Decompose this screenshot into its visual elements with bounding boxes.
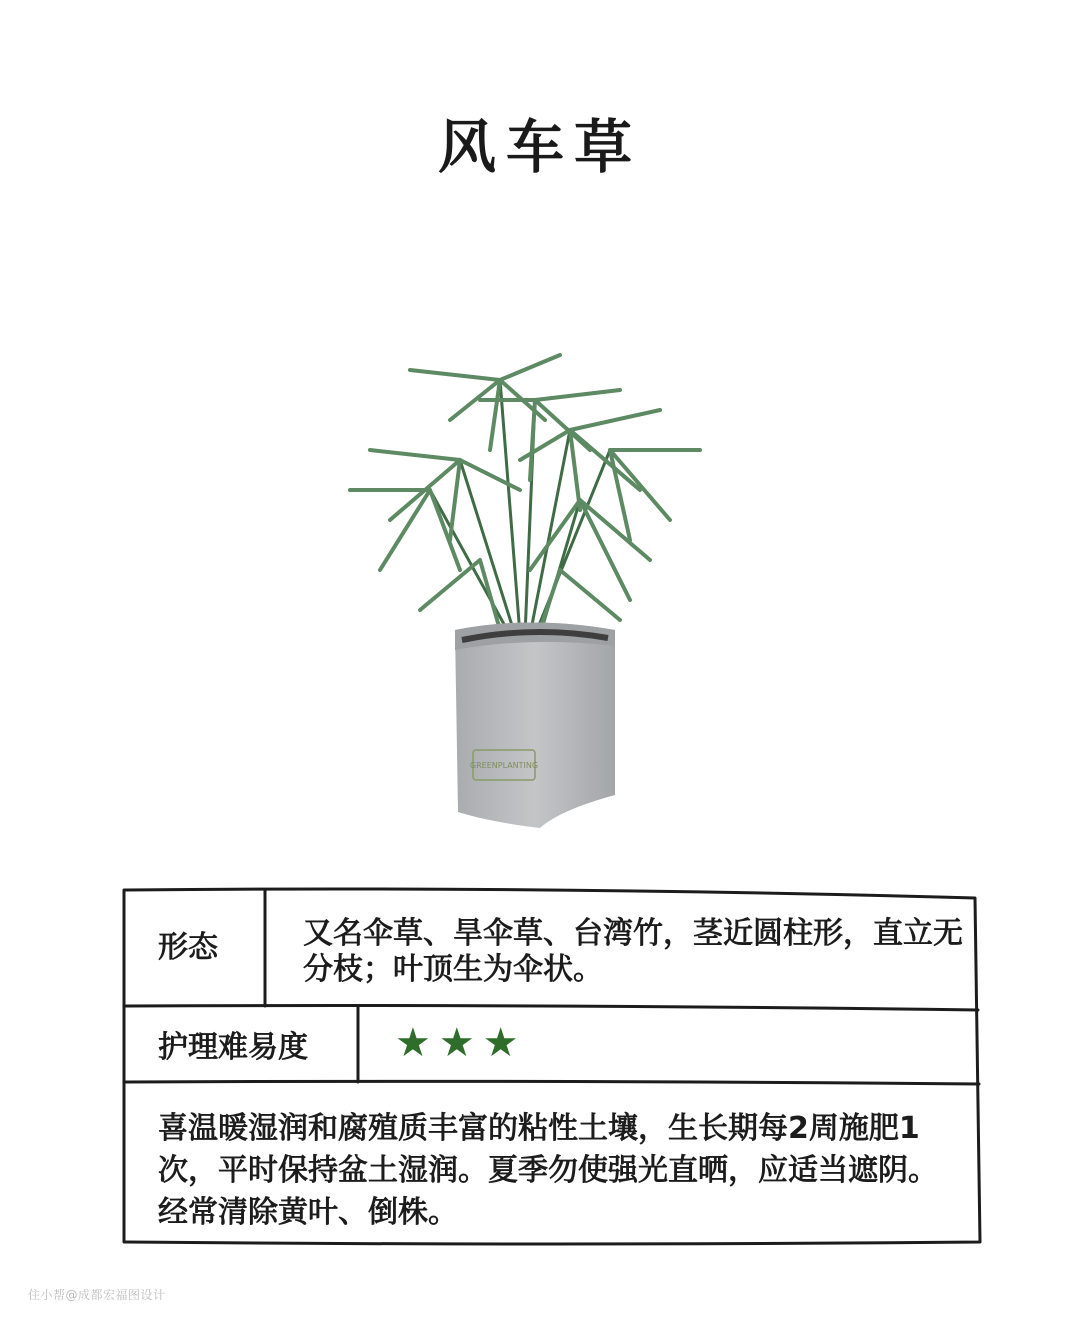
difficulty-stars-rating: ★★★ bbox=[395, 1020, 527, 1066]
plant-leaves bbox=[350, 355, 700, 630]
plant-pot bbox=[455, 623, 615, 829]
difficulty-label: 护理难易度 bbox=[158, 1030, 308, 1065]
svg-text:GREENPLANTING: GREENPLANTING bbox=[469, 761, 539, 770]
watermark: 住小帮@成都宏福图设计 bbox=[28, 1288, 166, 1302]
form-description: 又名伞草、旱伞草、台湾竹，茎近圆柱形，直立无分枝；叶顶生为伞状。 bbox=[303, 916, 963, 987]
care-notes: 喜温暖湿润和腐殖质丰富的粘性土壤，生长期每2周施肥1次，平时保持盆土湿润。夏季勿使强光直晒，应适当遮阴。经常清除黄叶、倒株。 bbox=[158, 1111, 938, 1230]
form-label: 形态 bbox=[158, 930, 218, 965]
plant-info-table bbox=[120, 886, 982, 1246]
potted-plant-illustration bbox=[330, 340, 750, 840]
potted-plant-image bbox=[330, 340, 750, 840]
page-title: 风车草 bbox=[437, 113, 642, 181]
